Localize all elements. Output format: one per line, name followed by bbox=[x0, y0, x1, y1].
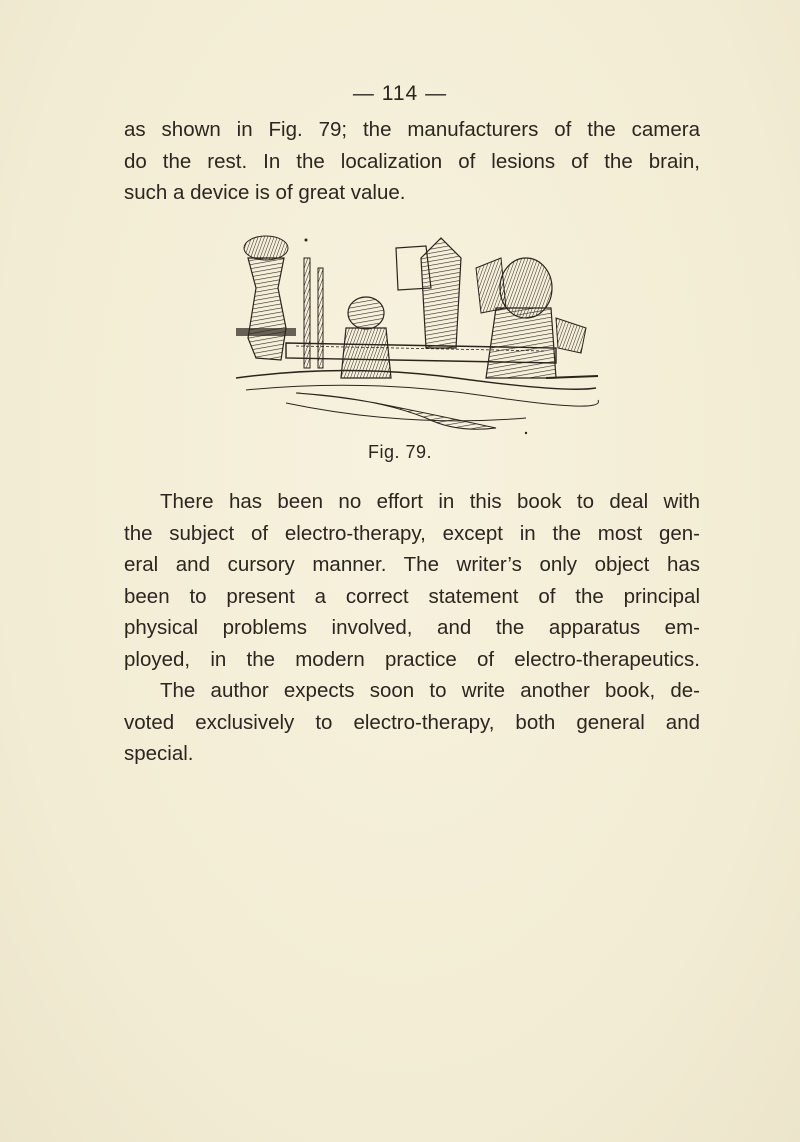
paragraph-2-line-9: special. bbox=[124, 742, 194, 765]
paragraph-1-line-2: do the rest. In the localization of lesions of the brain, bbox=[124, 149, 700, 173]
paragraph-2-line-2: the subject of electro-therapy, except in the most gen- bbox=[124, 521, 700, 545]
paragraph-2-line-1 bbox=[124, 486, 700, 518]
paragraph-2-line-7-text: The author expects soon to write another book, de- bbox=[160, 679, 700, 702]
paragraph-2-line-4: been to present a correct statement of the principal bbox=[124, 584, 700, 608]
paragraph-2-line-6: ployed, in the modern practice of electro-therapeutics. bbox=[124, 647, 700, 671]
paragraph-1 bbox=[124, 114, 700, 209]
paragraph-1-line-1: as shown in Fig. 79; the manufacturers of the camera bbox=[124, 118, 700, 141]
paragraph-2 bbox=[124, 486, 700, 770]
paragraph-2-line-3: eral and cursory manner. The writer’s only object has bbox=[124, 553, 700, 576]
paragraph-2-line-8: voted exclusively to electro-therapy, both general and bbox=[124, 710, 700, 734]
figure-79-illustration bbox=[226, 228, 600, 438]
paragraph-2-line-1-text: There has been no effort in this book to deal with bbox=[160, 490, 700, 513]
paragraph-1-line-3: such a device is of great value. bbox=[124, 181, 406, 204]
figure-caption: Fig. 79. bbox=[367, 442, 433, 462]
paragraph-2-line-7 bbox=[124, 675, 700, 707]
page-number: — 114 — bbox=[352, 82, 448, 105]
paragraph-2-line-5: physical problems involved, and the apparatus em- bbox=[124, 616, 700, 639]
